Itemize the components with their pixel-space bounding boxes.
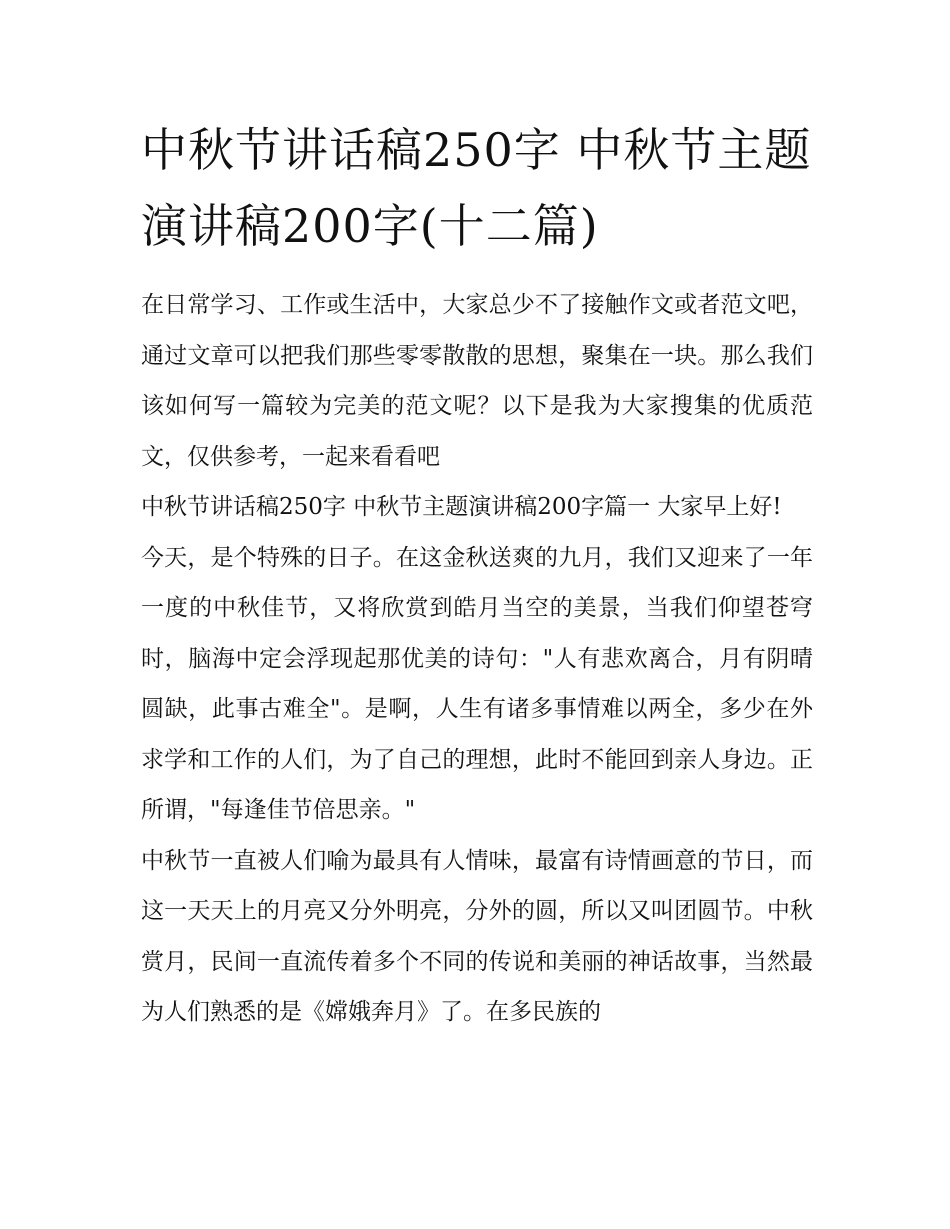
document-body — [141, 112, 813, 1038]
paragraph-heading-line: 中秋节讲话稿250字 中秋节主题演讲稿200字篇一 大家早上好! — [141, 494, 782, 520]
paragraph-body-2: 中秋节一直被人们喻为最具有人情味，最富有诗情画意的节日，而这一天天上的月亮又分外明亮，分外的圆，所以又叫团圆节。中秋赏月，民间一直流传着多个不同的传说和美丽的神话故事，当然最为人们熟悉的是《嫦娥奔月》了。在多民族的 — [141, 847, 813, 1025]
paragraph-body-1: 今天，是个特殊的日子。在这金秋送爽的九月，我们又迎来了一年一度的中秋佳节，又将欣赏到皓月当空的美景，当我们仰望苍穹时，脑海中定会浮现起那优美的诗句："人有悲欢离合，月有阴晴圆缺，此事古难全"。是啊，人生有诸多事情难以两全，多少在外求学和工作的人们，为了自己的理想，此时不能回到亲人身边。正所谓，"每逢佳节倍思亲。" — [141, 544, 813, 823]
paragraph-intro: 在日常学习、工作或生活中，大家总少不了接触作文或者范文吧，通过文章可以把我们那些零零散散的思想，聚集在一块。那么我们该如何写一篇较为完美的范文呢？以下是我为大家搜集的优质范文，仅供参考，一起来看看吧 — [141, 292, 813, 470]
document-title: 中秋节讲话稿250字 中秋节主题演讲稿200字(十二篇) — [141, 123, 812, 253]
